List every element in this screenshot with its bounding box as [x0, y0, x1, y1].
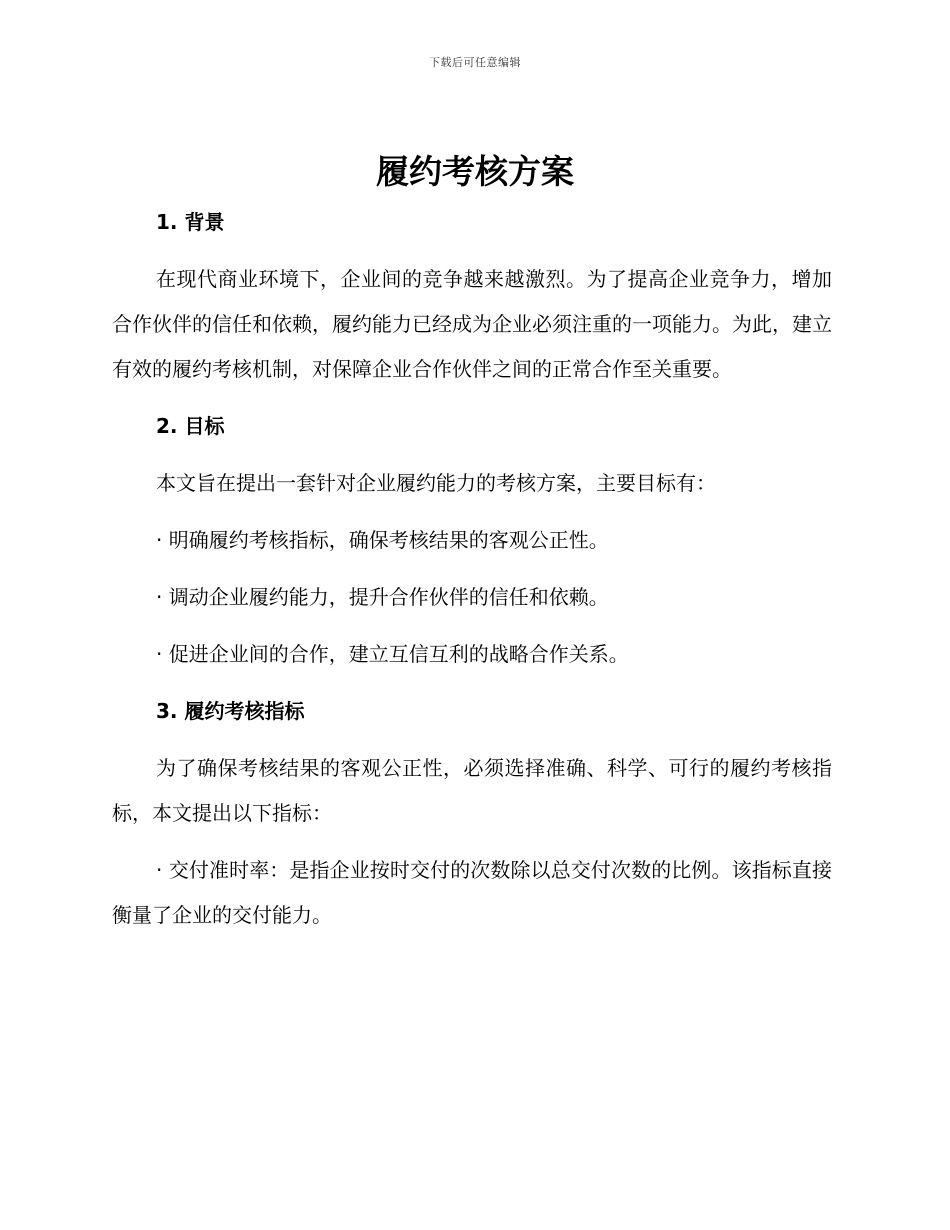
document-body	[112, 200, 832, 938]
goals-bullet-item: · 调动企业履约能力，提升合作伙伴的信任和依赖。	[156, 585, 609, 609]
goals-intro-paragraph: 本文旨在提出一套针对企业履约能力的考核方案，主要目标有：	[156, 471, 716, 495]
header-note: 下载后可任意编辑	[429, 56, 521, 69]
goals-bullet-item: · 明确履约考核指标，确保考核结果的客观公正性。	[156, 528, 609, 552]
section-heading-background: 1. 背景	[156, 210, 225, 234]
section-heading-indicators: 3. 履约考核指标	[156, 699, 305, 723]
background-paragraph: 在现代商业环境下，企业间的竞争越来越激烈。为了提高企业竞争力，增加合作伙伴的信任和依赖，履约能力已经成为企业必须注重的一项能力。为此，建立有效的履约考核机制，对保障企业合作伙伴之间的正常合作至关重要。	[112, 267, 832, 381]
document-title: 履约考核方案	[376, 152, 574, 191]
section-heading-goals: 2. 目标	[156, 414, 225, 438]
indicators-intro-paragraph: 为了确保考核结果的客观公正性，必须选择准确、科学、可行的履约考核指标，本文提出以下指标：	[112, 756, 832, 825]
indicators-bullet-item: · 交付准时率：是指企业按时交付的次数除以总交付次数的比例。该指标直接衡量了企业的交付能力。	[112, 858, 832, 927]
goals-bullet-item: · 促进企业间的合作，建立互信互利的战略合作关系。	[156, 642, 629, 666]
